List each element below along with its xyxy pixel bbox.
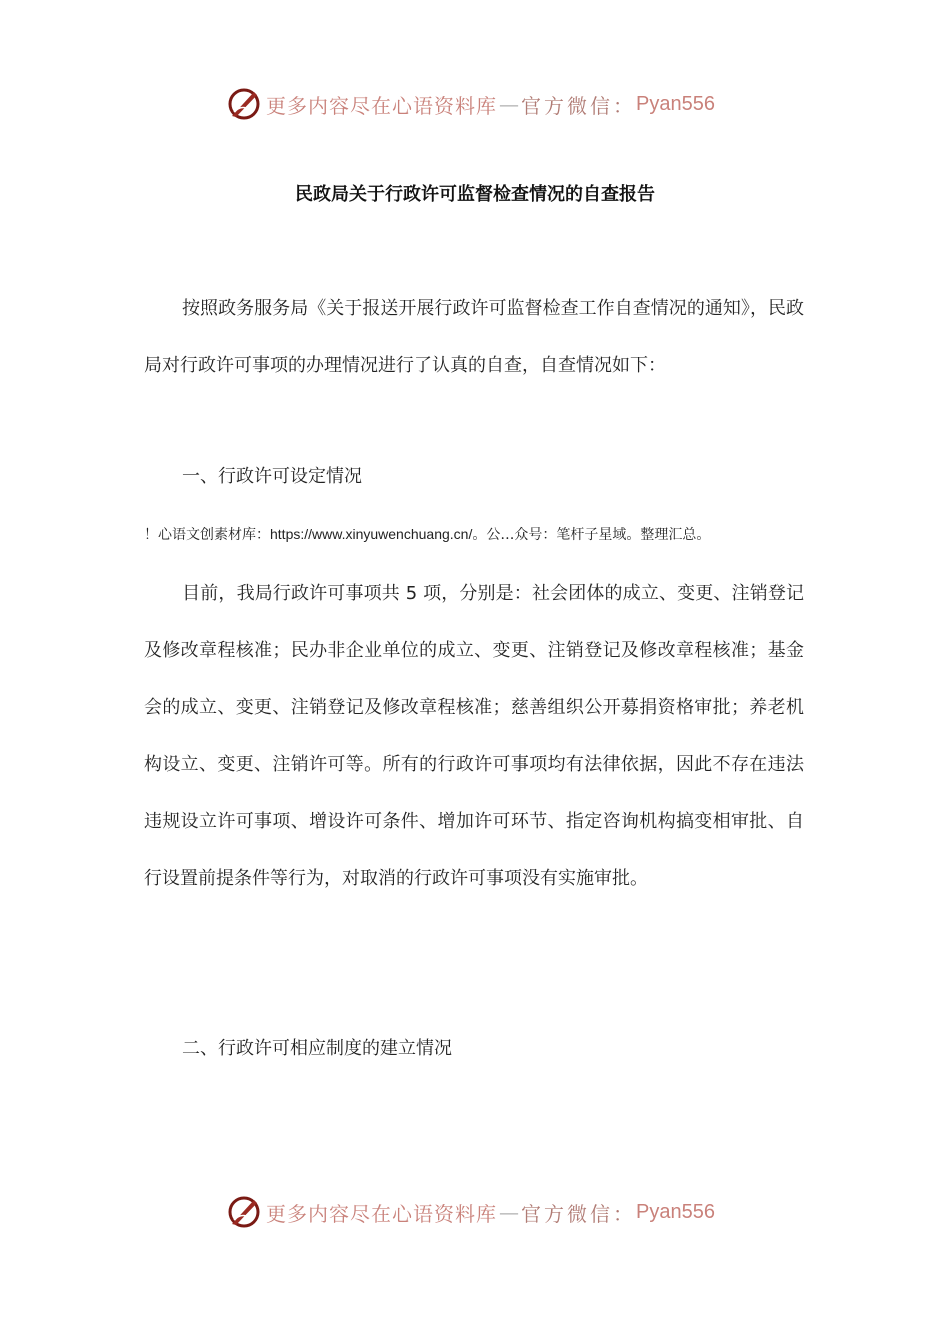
banner-separator: — bbox=[499, 92, 519, 116]
document-title: 民政局关于行政许可监督检查情况的自查报告 bbox=[295, 184, 655, 205]
banner-wechat-id: Pyan556 bbox=[636, 92, 715, 115]
intro-paragraph bbox=[144, 280, 804, 394]
banner-promo-text: 更多内容尽在心语资料库 bbox=[266, 1201, 497, 1226]
watermark-prefix: ！心语文创素材库： bbox=[144, 527, 270, 543]
header-banner bbox=[226, 84, 726, 124]
section1-heading: 一、行政许可设定情况 bbox=[182, 466, 362, 487]
watermark-url: https://www.xinyuwenchuang.cn/ bbox=[270, 526, 473, 542]
section1-paragraph bbox=[144, 565, 804, 907]
section1-text: 目前，我局行政许可事项共 5 项，分别是：社会团体的成立、变更、注销登记及修改章程核准；民办非企业单位的成立、变更、注销登记及修改章程核准；基金会的成立、变更、注销登记及修改章程核准；慈善组织公开募捐资格审批；养老机构设立、变更、注销许可等。所有的行政许可事项均有法律依据，因此不存在违法违规设立许可事项、增设许可条件、增加许可环节、指定咨询机构搞变相审批、自行设置前提条件等行为，对取消的行政许可事项没有实施审批。 bbox=[144, 583, 804, 889]
section2-heading: 二、行政许可相应制度的建立情况 bbox=[182, 1038, 452, 1059]
quill-pen-logo-icon bbox=[226, 1194, 262, 1230]
watermark-suffix: 。公…众号：笔杆子星域。整理汇总。 bbox=[472, 527, 711, 543]
banner-wechat-label: 官方微信： bbox=[521, 1201, 636, 1226]
quill-pen-logo-icon bbox=[226, 86, 262, 122]
banner-wechat-id: Pyan556 bbox=[636, 1200, 715, 1223]
banner-separator: — bbox=[499, 1200, 519, 1224]
watermark-line bbox=[144, 524, 710, 544]
intro-text: 按照政务服务局《关于报送开展行政许可监督检查工作自查情况的通知》，民政局对行政许可事项的办理情况进行了认真的自查，自查情况如下： bbox=[144, 298, 804, 376]
banner-promo-text: 更多内容尽在心语资料库 bbox=[266, 93, 497, 118]
banner-wechat-label: 官方微信： bbox=[521, 93, 636, 118]
footer-banner bbox=[226, 1192, 726, 1232]
